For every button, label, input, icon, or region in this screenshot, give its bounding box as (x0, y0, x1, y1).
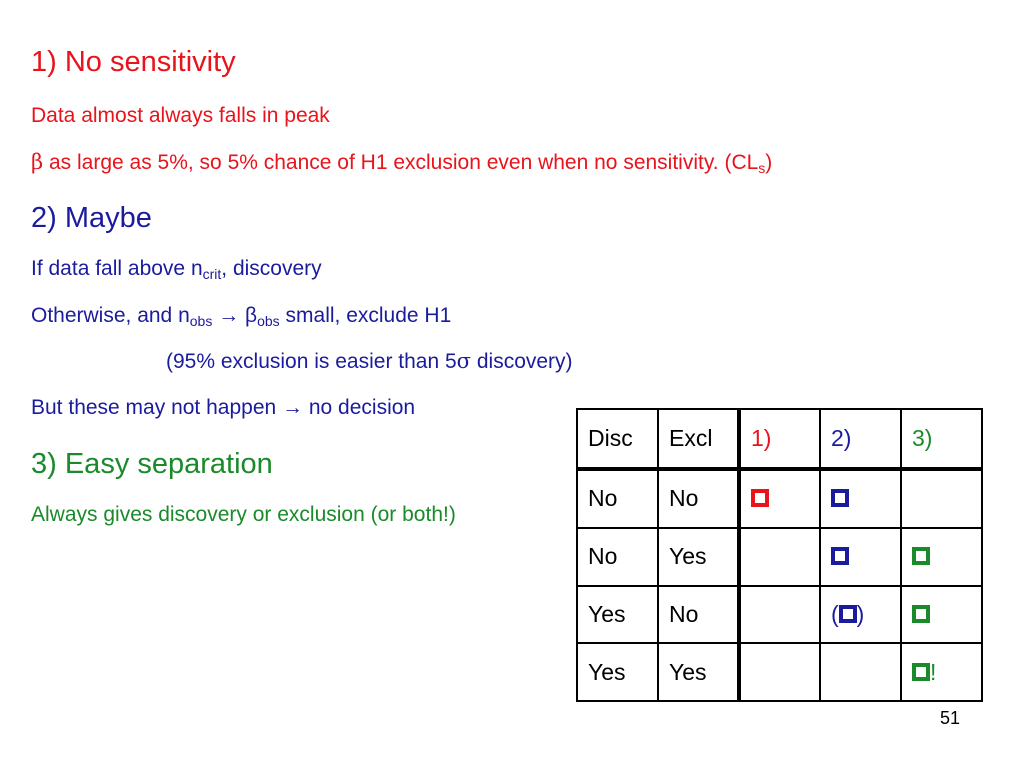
case-1-cell (739, 643, 820, 701)
square-checkbox-icon (839, 605, 857, 623)
disc-cell: No (577, 469, 658, 529)
header-case-2: 2) (820, 409, 901, 469)
case-3-cell (901, 469, 982, 529)
exclusion-note: (95% exclusion is easier than 5σ discovery) (166, 349, 573, 373)
case-2-cell (820, 469, 901, 529)
header-disc: Disc (577, 409, 658, 469)
paren-close: ) (856, 601, 865, 628)
disc-cell: No (577, 528, 658, 586)
outcome-table (576, 408, 983, 702)
beta-symbol: β (31, 150, 44, 174)
page-number: 51 (940, 708, 961, 728)
arrow-right-icon: → (218, 304, 240, 327)
heading-no-sensitivity: 1) No sensitivity (31, 46, 236, 78)
table-row (577, 469, 982, 529)
table-row (577, 643, 982, 701)
excl-cell: Yes (658, 643, 739, 701)
exclamation-mark: ! (930, 658, 937, 685)
case-3-cell (901, 528, 982, 586)
excl-cell: No (658, 586, 739, 644)
table-row (577, 586, 982, 644)
disc-cell: Yes (577, 586, 658, 644)
crit-line: If data fall above $n_{crit}$, discovery (31, 257, 322, 282)
case-2-cell (820, 643, 901, 701)
square-checkbox-icon (912, 663, 930, 681)
table-header-row (577, 409, 982, 469)
square-checkbox-icon (831, 547, 849, 565)
square-checkbox-icon (831, 489, 849, 507)
arrow-right-icon: → (282, 396, 304, 419)
square-checkbox-icon (751, 489, 769, 507)
paren-open: ( (831, 601, 839, 628)
case-1-cell (739, 469, 820, 529)
heading-maybe: 2) Maybe (31, 202, 152, 234)
header-case-3: 3) (901, 409, 982, 469)
header-case-1: 1) (739, 409, 820, 469)
decision-line: But these may not happen → no decision (31, 396, 416, 419)
case-1-cell (739, 528, 820, 586)
table-row (577, 528, 982, 586)
case-2-cell (820, 586, 901, 644)
case-3-cell (901, 643, 982, 701)
beta-line: β as large as 5%, so 5% chance of H1 exclusion even when no sensitivity. $(CL_s)$ (31, 150, 773, 176)
peak-line: Data almost always falls in peak (31, 104, 330, 127)
case-1-cell (739, 586, 820, 644)
excl-cell: No (658, 469, 739, 529)
case-2-cell (820, 528, 901, 586)
square-checkbox-icon (912, 605, 930, 623)
square-checkbox-icon (912, 547, 930, 565)
heading-easy-separation: 3) Easy separation (31, 448, 273, 480)
case-3-cell (901, 586, 982, 644)
excl-cell: Yes (658, 528, 739, 586)
disc-cell: Yes (577, 643, 658, 701)
header-excl: Excl (658, 409, 739, 469)
always-line: Always gives discovery or exclusion (or both!) (31, 503, 456, 526)
sigma-symbol: σ (456, 349, 472, 373)
obs-line: Otherwise, and $n_{obs} \to \beta_{obs}$ small, exclude H1 (31, 304, 452, 329)
